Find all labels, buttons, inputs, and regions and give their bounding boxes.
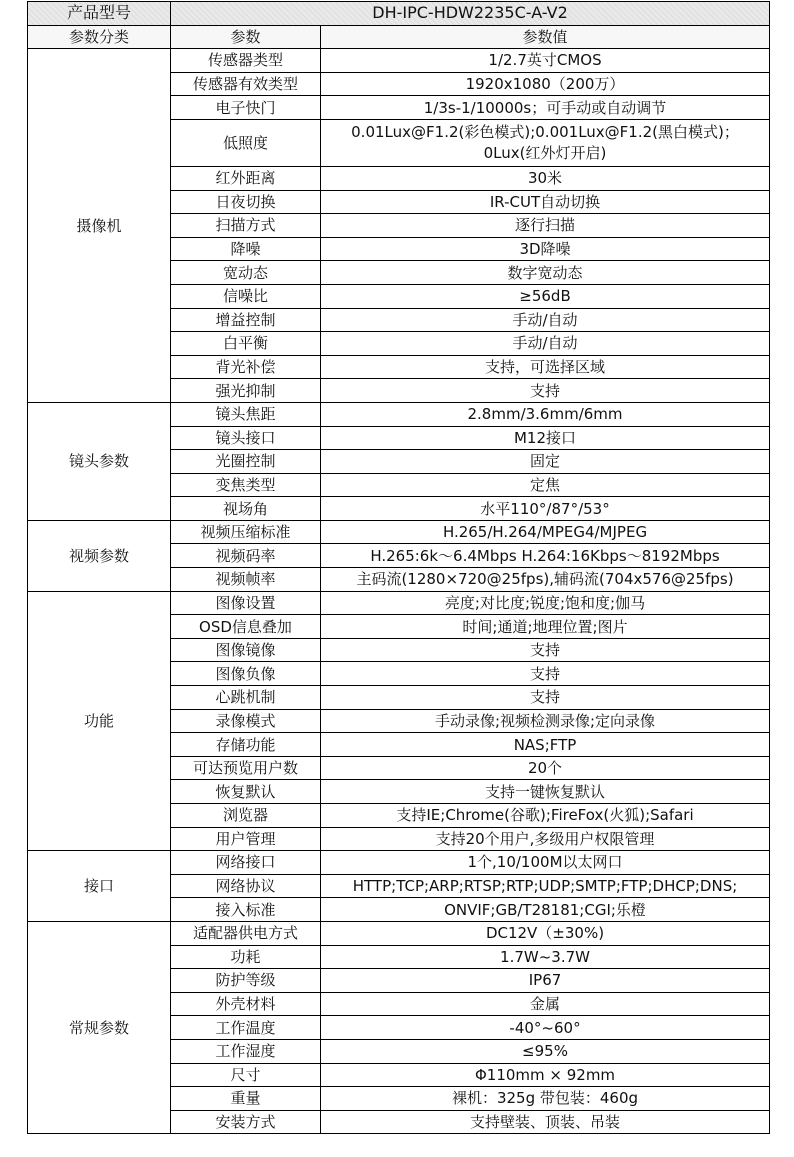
value-cell: 1.7W~3.7W: [321, 945, 770, 969]
value-cell: DC12V（±30%): [321, 921, 770, 945]
param-cell: 镜头接口: [171, 426, 321, 450]
value-cell: 手动/自动: [321, 308, 770, 332]
value-cell: 支持，可选择区域: [321, 355, 770, 379]
category-cell: 接口: [28, 851, 171, 922]
param-cell: 镜头焦距: [171, 402, 321, 426]
param-cell: 日夜切换: [171, 190, 321, 214]
param-cell: 网络接口: [171, 851, 321, 875]
value-cell: 0.01Lux@F1.2(彩色模式);0.001Lux@F1.2(黑白模式)；0Lux(红外灯开启): [321, 119, 770, 166]
value-cell: H.265:6k～6.4Mbps H.264:16Kbps～8192Mbps: [321, 544, 770, 568]
value-cell: 3D降噪: [321, 237, 770, 261]
value-cell: 支持一键恢复默认: [321, 780, 770, 804]
param-cell: 降噪: [171, 237, 321, 261]
param-cell: OSD信息叠加: [171, 615, 321, 639]
table-row: [28, 921, 770, 945]
param-cell: 工作湿度: [171, 1039, 321, 1063]
param-cell: 可达预览用户数: [171, 756, 321, 780]
value-cell: 定焦: [321, 473, 770, 497]
value-cell: 支持: [321, 638, 770, 662]
category-cell: 功能: [28, 591, 171, 851]
category-cell: 摄像机: [28, 49, 171, 403]
table-row: [28, 49, 770, 73]
value-cell: 支持IE;Chrome(谷歌);FireFox(火狐);Safari: [321, 804, 770, 828]
param-cell: 外壳材料: [171, 992, 321, 1016]
value-cell: 1920x1080（200万）: [321, 72, 770, 96]
param-cell: 浏览器: [171, 804, 321, 828]
param-cell: 视场角: [171, 497, 321, 521]
value-cell: NAS;FTP: [321, 733, 770, 757]
value-cell: 金属: [321, 992, 770, 1016]
param-cell: 防护等级: [171, 969, 321, 993]
value-cell: 亮度;对比度;锐度;饱和度;伽马: [321, 591, 770, 615]
value-cell: 数字宽动态: [321, 261, 770, 285]
value-cell: 时间;通道;地理位置;图片: [321, 615, 770, 639]
table-row: [28, 402, 770, 426]
value-cell: 逐行扫描: [321, 214, 770, 238]
header-category: 参数分类: [28, 25, 171, 49]
param-cell: 光圈控制: [171, 450, 321, 474]
param-cell: 恢复默认: [171, 780, 321, 804]
value-cell: ≤95%: [321, 1039, 770, 1063]
category-cell: 视频参数: [28, 520, 171, 591]
param-cell: 安装方式: [171, 1110, 321, 1134]
category-cell: 常规参数: [28, 921, 171, 1133]
table-row: [28, 520, 770, 544]
category-cell: 镜头参数: [28, 402, 171, 520]
table-row: [28, 591, 770, 615]
param-cell: 图像负像: [171, 662, 321, 686]
value-cell: 1个,10/100M以太网口: [321, 851, 770, 875]
param-cell: 录像模式: [171, 709, 321, 733]
param-cell: 传感器有效类型: [171, 72, 321, 96]
value-cell: 支持: [321, 662, 770, 686]
header-row: [28, 25, 770, 49]
param-cell: 尺寸: [171, 1063, 321, 1087]
table-row: [28, 851, 770, 875]
param-cell: 信噪比: [171, 284, 321, 308]
value-cell: ONVIF;GB/T28181;CGI;乐橙: [321, 898, 770, 922]
param-cell: 宽动态: [171, 261, 321, 285]
param-cell: 强光抑制: [171, 379, 321, 403]
param-cell: 低照度: [171, 119, 321, 166]
value-cell: IP67: [321, 969, 770, 993]
value-cell: 固定: [321, 450, 770, 474]
param-cell: 图像镜像: [171, 638, 321, 662]
param-cell: 视频码率: [171, 544, 321, 568]
model-number: DH-IPC-HDW2235C-A-V2: [171, 2, 770, 26]
value-cell: HTTP;TCP;ARP;RTSP;RTP;UDP;SMTP;FTP;DHCP;DNS;: [321, 874, 770, 898]
value-cell: 2.8mm/3.6mm/6mm: [321, 402, 770, 426]
value-cell: ≥56dB: [321, 284, 770, 308]
param-cell: 用户管理: [171, 827, 321, 851]
value-cell: 支持壁装、顶装、吊装: [321, 1110, 770, 1134]
param-cell: 电子快门: [171, 96, 321, 120]
param-cell: 重量: [171, 1087, 321, 1111]
param-cell: 心跳机制: [171, 686, 321, 710]
value-cell: 主码流(1280×720@25fps),辅码流(704x576@25fps): [321, 568, 770, 592]
spec-table: [27, 1, 770, 1134]
param-cell: 白平衡: [171, 332, 321, 356]
param-cell: 增益控制: [171, 308, 321, 332]
model-label: 产品型号: [28, 2, 171, 26]
header-param: 参数: [171, 25, 321, 49]
model-row: [28, 2, 770, 26]
param-cell: 图像设置: [171, 591, 321, 615]
param-cell: 扫描方式: [171, 214, 321, 238]
value-cell: 水平110°/87°/53°: [321, 497, 770, 521]
param-cell: 存储功能: [171, 733, 321, 757]
param-cell: 红外距离: [171, 166, 321, 190]
value-cell: 手动/自动: [321, 332, 770, 356]
param-cell: 工作温度: [171, 1016, 321, 1040]
param-cell: 视频压缩标准: [171, 520, 321, 544]
value-cell: 30米: [321, 166, 770, 190]
param-cell: 适配器供电方式: [171, 921, 321, 945]
param-cell: 传感器类型: [171, 49, 321, 73]
param-cell: 背光补偿: [171, 355, 321, 379]
header-value: 参数值: [321, 25, 770, 49]
value-cell: -40°~60°: [321, 1016, 770, 1040]
value-cell: 支持20个用户,多级用户权限管理: [321, 827, 770, 851]
param-cell: 变焦类型: [171, 473, 321, 497]
value-cell: H.265/H.264/MPEG4/MJPEG: [321, 520, 770, 544]
value-cell: 1/3s-1/10000s；可手动或自动调节: [321, 96, 770, 120]
value-cell: 支持: [321, 379, 770, 403]
param-cell: 网络协议: [171, 874, 321, 898]
param-cell: 视频帧率: [171, 568, 321, 592]
value-cell: M12接口: [321, 426, 770, 450]
param-cell: 功耗: [171, 945, 321, 969]
value-cell: 支持: [321, 686, 770, 710]
value-cell: 20个: [321, 756, 770, 780]
value-cell: 裸机：325g 带包装：460g: [321, 1087, 770, 1111]
param-cell: 接入标准: [171, 898, 321, 922]
value-cell: IR-CUT自动切换: [321, 190, 770, 214]
value-cell: 1/2.7英寸CMOS: [321, 49, 770, 73]
value-cell: 手动录像;视频检测录像;定向录像: [321, 709, 770, 733]
value-cell: Φ110mm × 92mm: [321, 1063, 770, 1087]
